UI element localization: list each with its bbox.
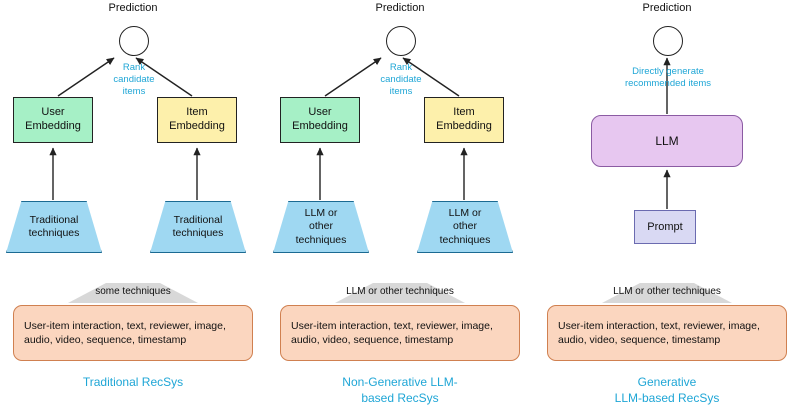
- right-technique-line-2: techniques: [172, 227, 224, 239]
- note-line-1: Directly generate: [632, 66, 704, 77]
- item-embedding-box: [424, 97, 504, 143]
- left-technique-line-2: techniques: [28, 227, 80, 239]
- rank-candidate-items-note: [356, 62, 446, 98]
- left-technique-line-3: techniques: [295, 233, 347, 246]
- right-technique-line-3: techniques: [439, 233, 491, 246]
- right-technique-line-2: other: [453, 220, 477, 233]
- column-caption: [534, 375, 800, 406]
- item-embedding-line-1: Item: [186, 106, 208, 119]
- user-embedding-line-2: Embedding: [25, 120, 81, 132]
- prompt-box: Prompt: [634, 210, 696, 244]
- note-line-1: Rank: [389, 62, 413, 73]
- right-technique-text: [150, 201, 246, 253]
- prediction-label: Prediction: [642, 2, 692, 14]
- funnel-label: LLM or other techniques: [346, 286, 454, 297]
- item-embedding-line-2: Embedding: [436, 120, 492, 132]
- diagram-column-non-generative-llm-based-recsys: [267, 0, 533, 414]
- user-embedding-line-1: User: [41, 106, 65, 119]
- item-embedding-line-1: Item: [453, 106, 475, 119]
- caption-line-1: Non-Generative LLM-: [342, 375, 458, 389]
- note-line-3: items: [389, 85, 413, 97]
- caption-line-2: based RecSys: [361, 390, 439, 405]
- caption-line-1: Generative: [637, 375, 697, 389]
- prediction-label: Prediction: [375, 2, 425, 14]
- left-technique-line-1: LLM or: [304, 207, 338, 220]
- data-sources-box: User-item interaction, text, reviewer, image, audio, video, sequence, timestamp: [547, 305, 787, 361]
- user-embedding-line-1: User: [308, 106, 332, 119]
- note-line-2: candidate: [113, 73, 155, 85]
- caption-line-1: Traditional RecSys: [82, 375, 184, 389]
- note-line-2: candidate: [380, 73, 422, 85]
- column-caption: [267, 375, 533, 406]
- right-technique-trapezoid: [150, 201, 246, 253]
- left-technique-trapezoid: [6, 201, 102, 253]
- user-embedding-box: [280, 97, 360, 143]
- data-sources-box: User-item interaction, text, reviewer, image, audio, video, sequence, timestamp: [13, 305, 253, 361]
- llm-box: LLM: [591, 115, 743, 167]
- funnel-label: LLM or other techniques: [613, 286, 721, 297]
- user-embedding-box: [13, 97, 93, 143]
- note-line-3: items: [122, 85, 146, 97]
- data-sources-box: User-item interaction, text, reviewer, image, audio, video, sequence, timestamp: [280, 305, 520, 361]
- left-technique-text: [6, 201, 102, 253]
- left-technique-trapezoid: [273, 201, 369, 253]
- rank-candidate-items-note: [89, 62, 179, 98]
- left-technique-line-2: other: [309, 220, 333, 233]
- right-technique-line-1: LLM or: [448, 207, 482, 220]
- caption-line-2: LLM-based RecSys: [614, 390, 720, 405]
- diagram-column-traditional-recsys: [0, 0, 266, 414]
- left-technique-text: [273, 201, 369, 253]
- item-embedding-line-2: Embedding: [169, 120, 225, 132]
- note-line-1: Rank: [122, 62, 146, 73]
- left-technique-line-1: Traditional: [29, 213, 79, 226]
- directly-generate-note: [605, 66, 731, 90]
- funnel-label: some techniques: [95, 286, 171, 297]
- diagram-column-generative-llm-based-recsys: [534, 0, 800, 414]
- user-embedding-line-2: Embedding: [292, 120, 348, 132]
- column-caption: [0, 375, 266, 391]
- right-technique-text: [417, 201, 513, 253]
- note-line-2: recommended items: [624, 77, 712, 89]
- prediction-label: Prediction: [108, 2, 158, 14]
- right-technique-line-1: Traditional: [173, 213, 223, 226]
- right-technique-trapezoid: [417, 201, 513, 253]
- item-embedding-box: [157, 97, 237, 143]
